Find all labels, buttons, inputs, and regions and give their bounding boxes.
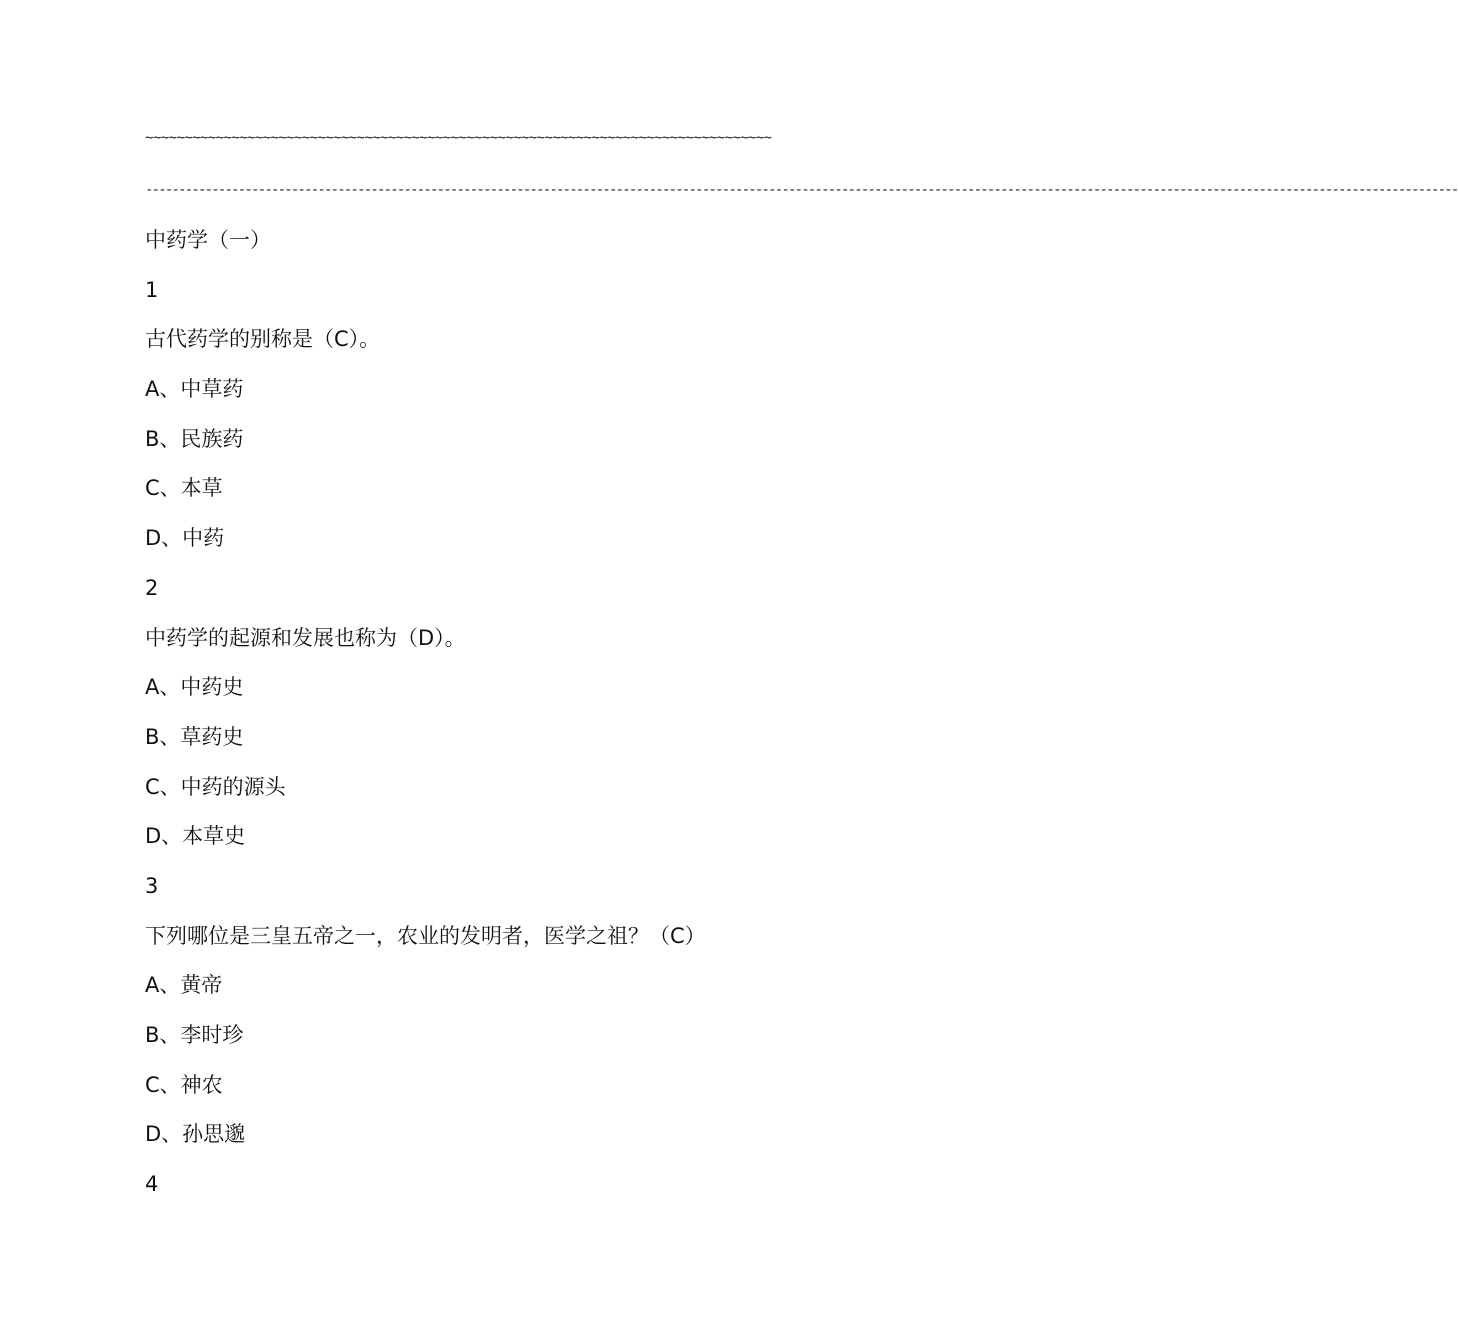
question-stem: 下列哪位是三皇五帝之一，农业的发明者，医学之祖？（C） <box>145 923 706 948</box>
question-stem: 古代药学的别称是（C）。 <box>145 327 381 352</box>
option-b: B、李时珍 <box>145 1023 244 1047</box>
document-page <box>145 112 1458 1210</box>
option-b: B、民族药 <box>145 426 244 451</box>
option-c: C、神农 <box>145 1072 223 1097</box>
option-a: A、中草药 <box>145 377 244 402</box>
option-a: A、中药史 <box>145 675 244 700</box>
option-a: A、黄帝 <box>145 973 223 998</box>
option-b: B、草药史 <box>145 724 244 749</box>
dash-rule: ------------------------------------------------------------------------------------------------------------------------------------------------------------------------------------------------------ <box>145 182 1458 198</box>
option-c: C、本草 <box>145 476 223 501</box>
document-title: 中药学（一） <box>145 228 271 252</box>
option-d: D、孙思邈 <box>145 1122 246 1147</box>
question-number: 4 <box>145 1172 159 1197</box>
tilde-rule: ~~~~~~~~~~~~~~~~~~~~~~~~~~~~~~~~~~~~~~~~~~~~~~~~~~~~~~~~~~~~~~~~~~~~~~~~~~~~~~~~ <box>145 130 772 146</box>
option-d: D、中药 <box>145 526 225 551</box>
question-number: 3 <box>145 873 159 898</box>
option-d: D、本草史 <box>145 824 246 849</box>
question-number: 2 <box>145 575 159 600</box>
question-number: 1 <box>145 277 159 302</box>
option-c: C、中药的源头 <box>145 774 286 799</box>
question-stem: 中药学的起源和发展也称为（D）。 <box>145 625 466 650</box>
